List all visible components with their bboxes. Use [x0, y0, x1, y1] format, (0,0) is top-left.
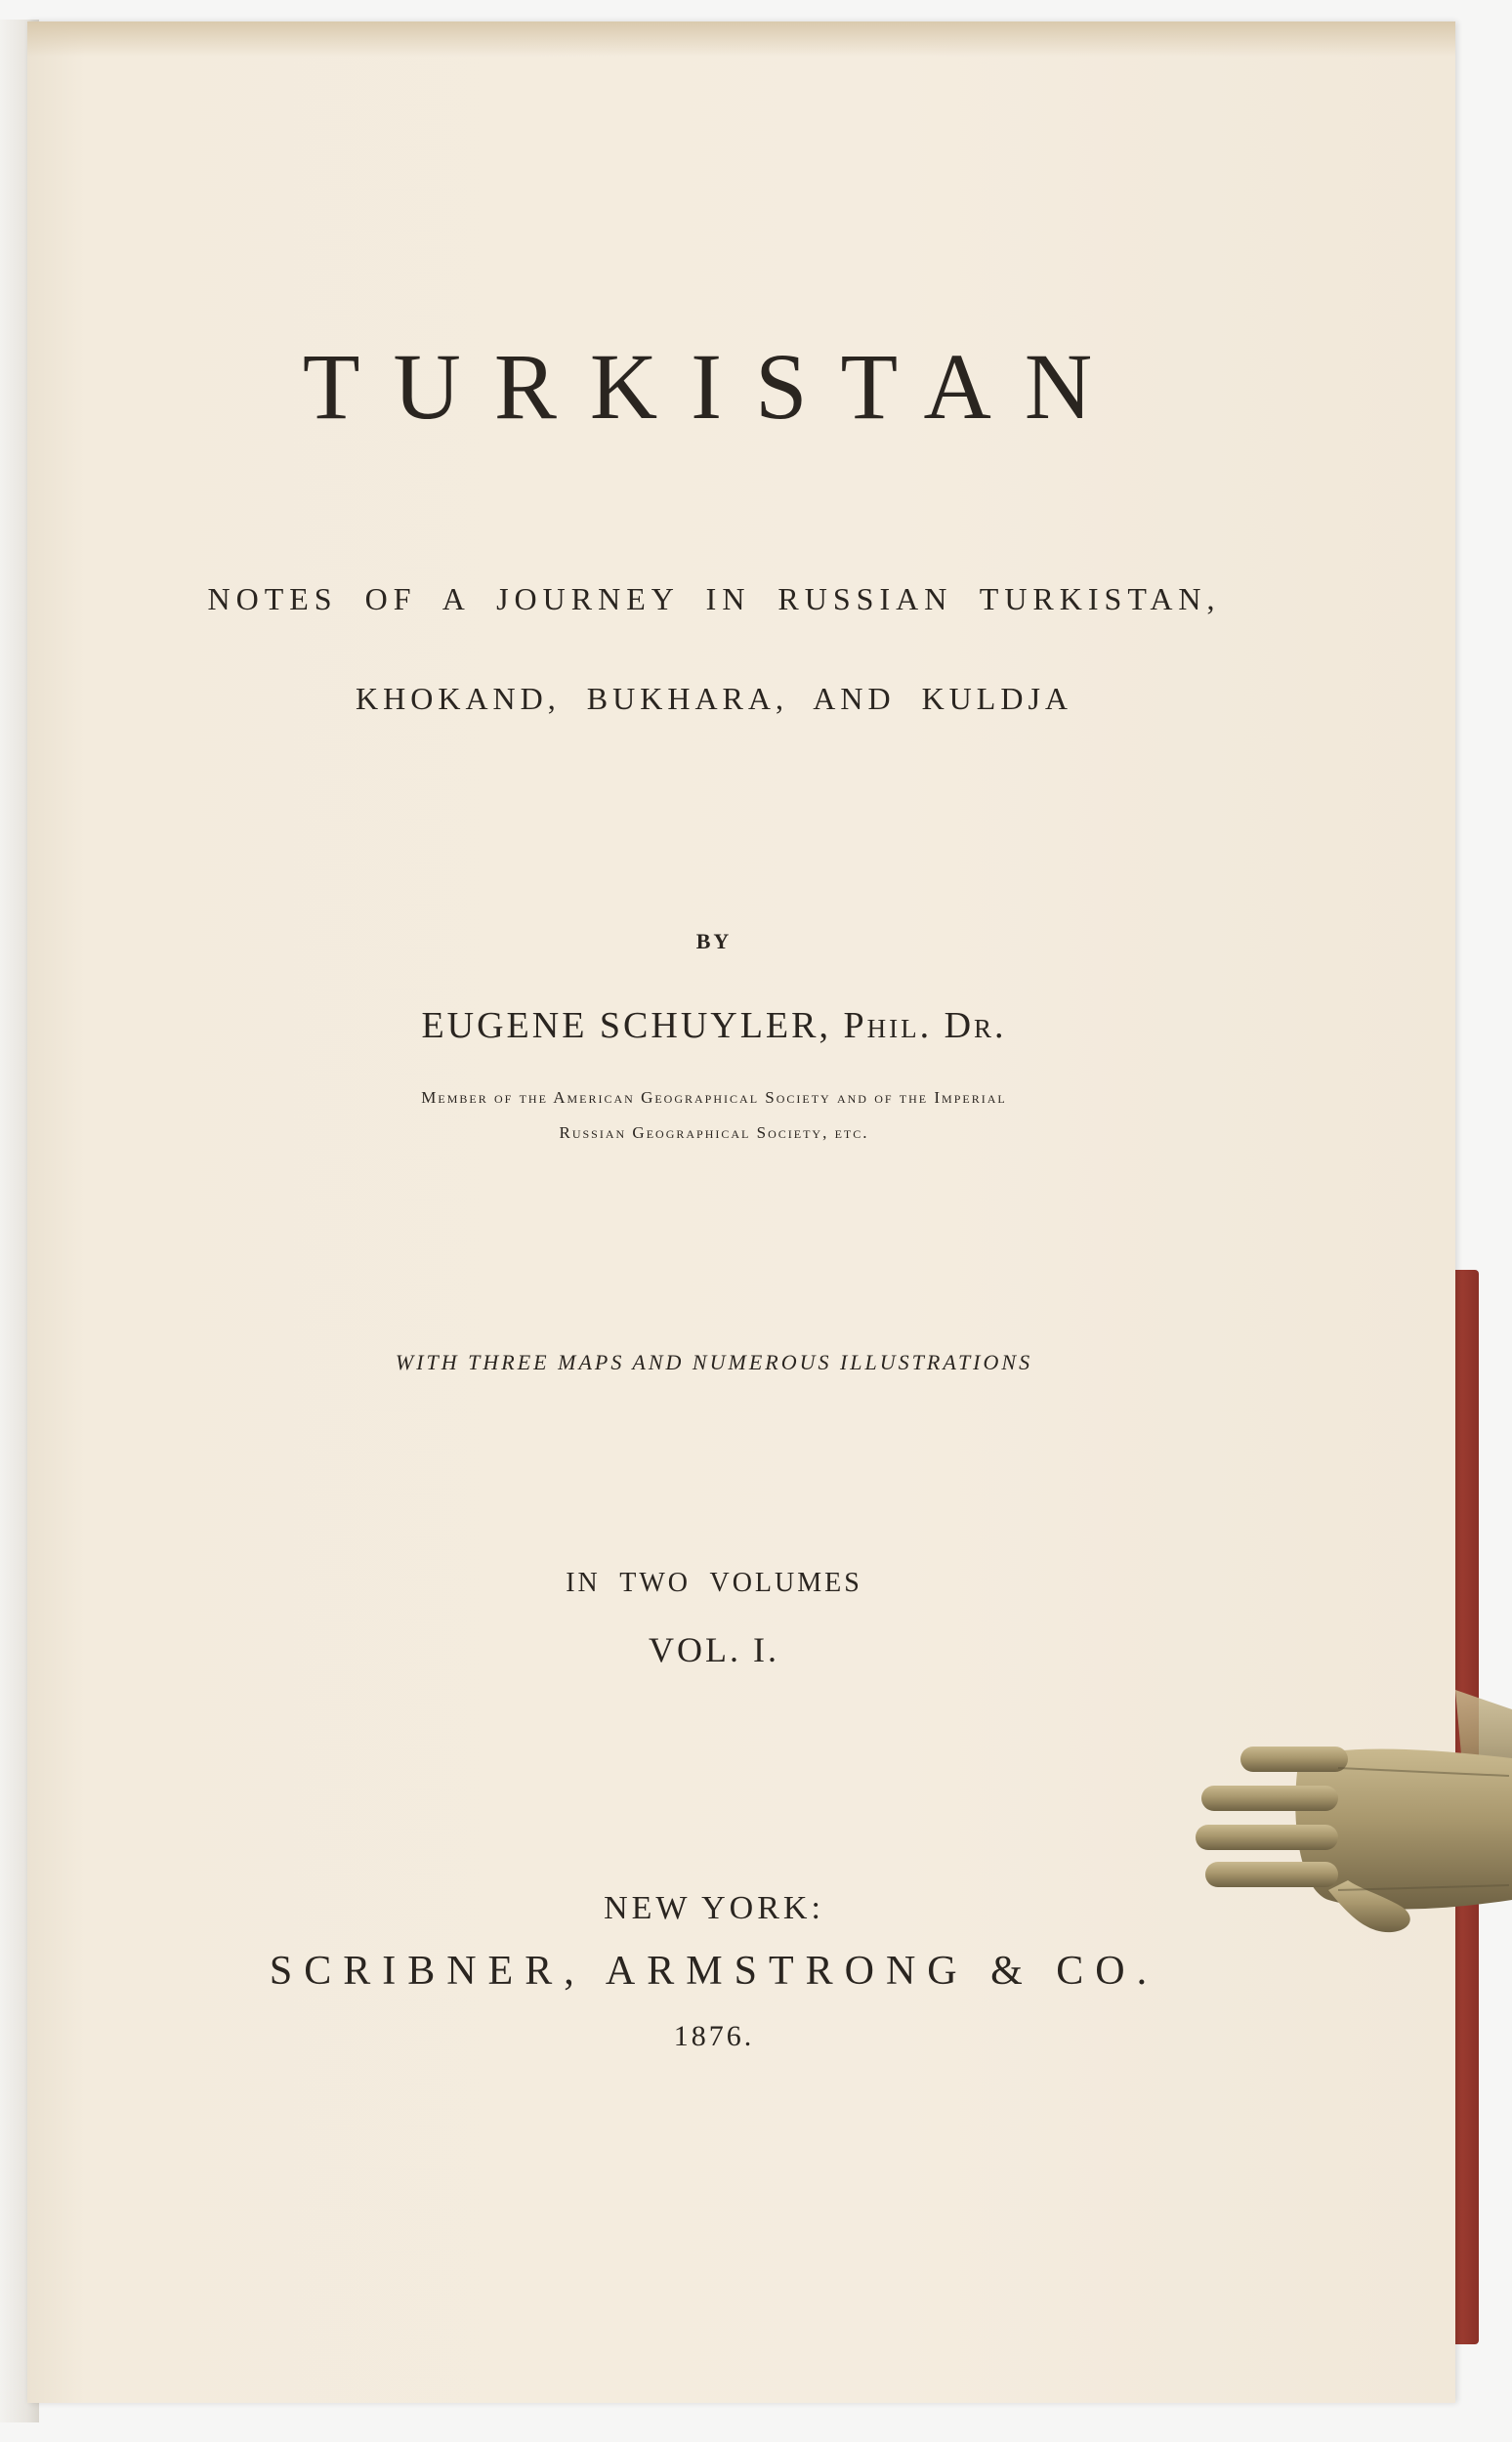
author-line	[0, 1004, 1428, 1047]
subtitle-line-1: NOTES OF A JOURNEY IN RUSSIAN TURKISTAN,	[207, 581, 1221, 616]
author-name: EUGENE SCHUYLER,	[421, 1005, 831, 1046]
affiliation-line-2: Russian Geographical Society, etc.	[559, 1123, 869, 1142]
affiliation-line-1: Member of the American Geographical Society and of the Imperial	[421, 1088, 1007, 1107]
publication-place: NEW YORK:	[604, 1890, 824, 1926]
author-degree: Phil. Dr.	[843, 1005, 1007, 1046]
subtitle-line-2: KHOKAND, BUKHARA, AND KULDJA	[356, 681, 1072, 716]
volume-number: VOL. I.	[649, 1630, 779, 1669]
page-top-edge	[27, 21, 1455, 57]
by-line: BY	[695, 929, 733, 953]
publication-year: 1876.	[673, 2020, 755, 2052]
illustrations-note: WITH THREE MAPS AND NUMEROUS ILLUSTRATIONS	[395, 1350, 1033, 1374]
book-title: TURKISTAN	[302, 334, 1126, 439]
volumes-note: IN TWO VOLUMES	[566, 1568, 862, 1598]
brass-hand-icon	[1182, 1690, 1512, 1954]
publisher-name: SCRIBNER, ARMSTRONG & CO.	[269, 1949, 1159, 1994]
